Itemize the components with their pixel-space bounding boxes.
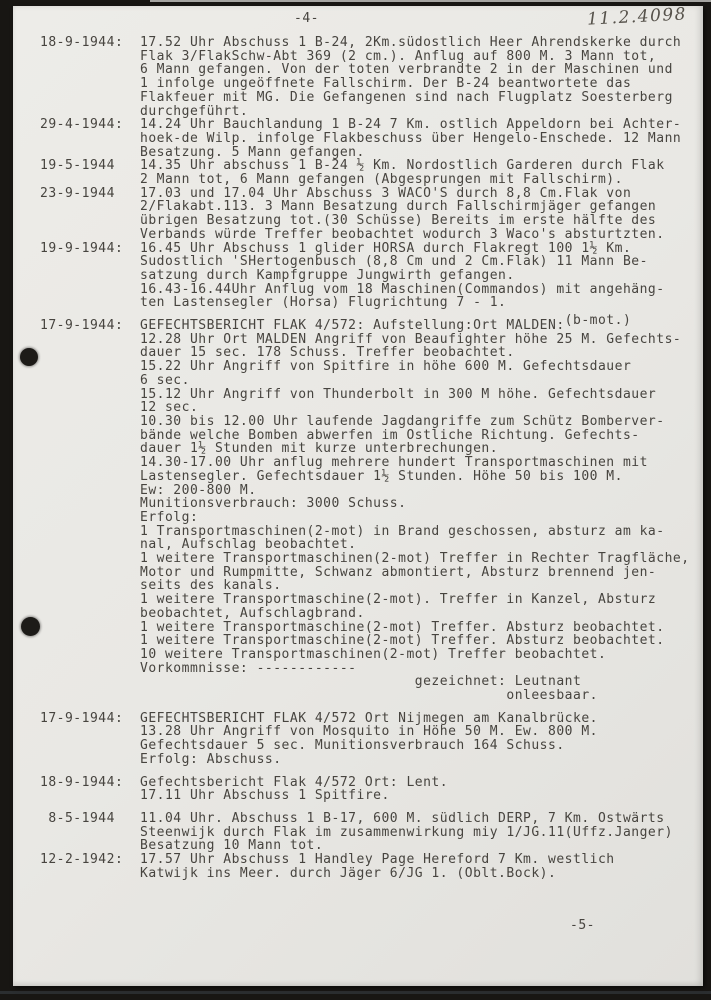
text-line: 15.22 Uhr Angriff von Spitfire in höhe 600 M. Gefechtsdauer xyxy=(140,359,632,375)
text-line: 10 weitere Transportmaschinen(2-mot) Treffer beobachtet. xyxy=(140,646,607,662)
text-line: 12 sec. xyxy=(140,400,199,416)
log-entry xyxy=(40,159,708,186)
text-line: Flakfeuer mit MG. Die Gefangenen sind nach Flugplatz Soesterberg xyxy=(140,89,673,105)
text-line: 1 infolge ungeöffnete Fallschirm. Der B-24 beantwortete das xyxy=(140,76,632,92)
entry-lines xyxy=(140,776,708,803)
entry-date: 23-9-1944 xyxy=(40,185,115,201)
text-line: 16.43-16.44Uhr Anflug vom 18 Maschinen(Commandos) mit angehäng- xyxy=(140,281,665,297)
entry-lines xyxy=(140,712,708,767)
entry-date: 19-9-1944: xyxy=(40,240,124,256)
text-line: satzung durch Kampfgruppe Jungwirth gefangen. xyxy=(140,267,515,283)
text-line: gezeichnet: Leutnant xyxy=(140,674,582,690)
text-line: 1 weitere Transportmaschinen(2-mot) Treffer in Rechter Tragfläche, xyxy=(140,551,690,567)
text-line: 17.11 Uhr Abschuss 1 Spitfire. xyxy=(140,788,390,804)
page-number-bottom: -5- xyxy=(570,918,595,933)
text-line: Vorkommnisse: ------------ xyxy=(140,660,357,676)
text-line: durchgeführt. xyxy=(140,103,249,119)
text-line: GEFECHTSBERICHT FLAK 4/572 Ort Nijmegen am Kanalbrücke. xyxy=(140,710,598,726)
text-line: 14.24 Uhr Bauchlandung 1 B-24 7 Km. ostlich Appeldorn bei Achter- xyxy=(140,117,682,133)
log-entry xyxy=(40,812,708,853)
page-number-top: -4- xyxy=(294,11,319,26)
text-line: 1 weitere Transportmaschine(2-mot) Treffer. Absturz beobachtet. xyxy=(140,619,665,635)
log-entry xyxy=(40,36,708,118)
text-line: 2/Flakabt.113. 3 Mann Besatzung durch Fallschirmjäger gefangen xyxy=(140,199,657,215)
text-line: 1 weitere Transportmaschine(2-mot) Treffer. Absturz beobachtet. xyxy=(140,633,665,649)
entry-lines xyxy=(140,187,708,242)
text-line: Gefechtsbericht Flak 4/572 Ort: Lent. xyxy=(140,774,449,790)
text-line: nal, Aufschlag beobachtet. xyxy=(140,537,357,553)
punch-hole-top xyxy=(20,348,38,366)
entry-lines xyxy=(140,159,708,186)
handwritten-reference: 11.2.4098 xyxy=(586,4,688,30)
entry-date: 19-5-1944 xyxy=(40,158,115,174)
entry-lines xyxy=(140,242,708,311)
log-entry xyxy=(40,187,708,242)
text-line: dauer 15 sec. 178 Schuss. Treffer beobachtet. xyxy=(140,345,515,361)
entry-lines xyxy=(140,118,708,159)
text-line: Verbands würde Treffer beobachtet wodurch 3 Waco's absturtzten. xyxy=(140,226,665,242)
text-line: 6 Mann gefangen. Von der toten verbrandte 2 in der Maschinen und xyxy=(140,62,673,78)
text-line: 1 Transportmaschinen(2-mot) in Brand geschossen, absturz am ka- xyxy=(140,523,665,539)
top-edge-sliver xyxy=(150,0,711,2)
superscript-note: (b-mot.) xyxy=(564,313,632,329)
text-line: 1 weitere Transportmaschine(2-mot). Treffer in Kanzel, Absturz xyxy=(140,592,657,608)
text-line: Besatzung. 5 Mann gefangen. xyxy=(140,144,365,160)
text-line: 14.35 Uhr abschuss 1 B-24 ½ Km. Nordostlich Garderen durch Flak xyxy=(140,158,665,174)
text-line: hoek-de Wilp. infolge Flakbeschuss über Hengelo-Enschede. 12 Mann xyxy=(140,130,682,146)
log-entry xyxy=(40,853,708,880)
entry-lines xyxy=(140,812,708,853)
text-line: Erfolg: Abschuss. xyxy=(140,751,282,767)
text-line: GEFECHTSBERICHT FLAK 4/572: Aufstellung:Ort MALDEN:(b-mot.) xyxy=(140,313,632,334)
text-line: beobachtet, Aufschlagbrand. xyxy=(140,605,365,621)
text-line: 10.30 bis 12.00 Uhr laufende Jagdangriffe zum Schütz Bomberver- xyxy=(140,413,665,429)
text-line: seits des kanals. xyxy=(140,578,282,594)
entries-list xyxy=(40,36,708,880)
text-line: Flak 3/FlakSchw-Abt 369 (2 cm.). Anflug auf 800 M. 3 Mann tot, xyxy=(140,48,657,64)
punch-hole-bottom xyxy=(21,617,40,636)
text-line: 6 sec. xyxy=(140,372,190,388)
entry-date: 8-5-1944 xyxy=(40,810,115,826)
text-line: übrigen Besatzung tot.(30 Schüsse) Bereits im erste hälfte des xyxy=(140,213,657,229)
text-line: Besatzung 10 Mann tot. xyxy=(140,838,324,854)
text-line: Sudostlich 'SHertogenbusch (8,8 Cm und 2 Cm.Flak) 11 Mann Be- xyxy=(140,254,648,270)
text-line: Ew: 200-800 M. xyxy=(140,482,257,498)
text-line: 15.12 Uhr Angriff von Thunderbolt in 300 M höhe. Gefechtsdauer xyxy=(140,386,657,402)
text-line: 2 Mann tot, 6 Mann gefangen (Abgesprungen mit Fallschirm). xyxy=(140,172,623,188)
log-entry xyxy=(40,118,708,159)
text-line: 12.28 Uhr Ort MALDEN Angriff von Beaufighter höhe 25 M. Gefechts- xyxy=(140,331,682,347)
entry-lines xyxy=(140,853,708,880)
entry-date: 29-4-1944: xyxy=(40,117,124,133)
text-line: Katwijk ins Meer. durch Jäger 6/JG 1. (Oblt.Bock). xyxy=(140,865,557,881)
text-line: dauer 1½ Stunden mit kurze unterbrechungen. xyxy=(140,441,499,457)
text-line: 13.28 Uhr Angriff von Mosquito in Höhe 50 M. Ew. 800 M. xyxy=(140,724,598,740)
text-line: Lastensegler. Gefechtsdauer 1½ Stunden. Höhe 50 bis 100 M. xyxy=(140,468,623,484)
text-line: Gefechtsdauer 5 sec. Munitionsverbrauch 164 Schuss. xyxy=(140,738,565,754)
text-line: 14.30-17.00 Uhr anflug mehrere hundert Transportmaschinen mit xyxy=(140,455,648,471)
entry-date: 17-9-1944: xyxy=(40,318,124,334)
text-line: Erfolg: xyxy=(140,509,199,525)
text-line: 17.03 und 17.04 Uhr Abschuss 3 WACO'S durch 8,8 Cm.Flak von xyxy=(140,185,632,201)
log-entry xyxy=(40,776,708,803)
text-line: ten Lastensegler (Horsa) Flugrichtung 7 - 1. xyxy=(140,295,507,311)
log-entry xyxy=(40,313,708,704)
paper-sheet xyxy=(13,6,703,986)
entry-lines xyxy=(140,313,708,704)
text-line: onleesbaar. xyxy=(140,688,598,704)
text-line: 11.04 Uhr. Abschuss 1 B-17, 600 M. südlich DERP, 7 Km. Ostwärts xyxy=(140,810,665,826)
log-entry xyxy=(40,712,708,767)
text-line: 17.52 Uhr Abschuss 1 B-24, 2Km.südostlich Heer Ahrendskerke durch xyxy=(140,35,682,50)
text-line: bände welche Bomben abwerfen im Ostliche Richtung. Gefechts- xyxy=(140,427,640,443)
bottom-scan-stripe xyxy=(0,991,711,994)
entry-date: 18-9-1944: xyxy=(40,35,124,50)
text-line: Munitionsverbrauch: 3000 Schuss. xyxy=(140,496,407,512)
text-line: 16.45 Uhr Abschuss 1 glider HORSA durch Flakregt 100 1½ Km. xyxy=(140,240,632,256)
entry-date: 18-9-1944: xyxy=(40,774,124,790)
entry-date: 17-9-1944: xyxy=(40,710,124,726)
entry-lines xyxy=(140,36,708,118)
log-entry xyxy=(40,242,708,311)
text-line: 17.57 Uhr Abschuss 1 Handley Page Hereford 7 Km. westlich xyxy=(140,852,615,868)
text-line: Steenwijk durch Flak im zusammenwirkung miy 1/JG.11(Uffz.Janger) xyxy=(140,824,673,840)
entry-date: 12-2-1942: xyxy=(40,852,124,868)
text-line: Motor und Rumpmitte, Schwanz abmontiert, Absturz brennend jen- xyxy=(140,564,657,580)
